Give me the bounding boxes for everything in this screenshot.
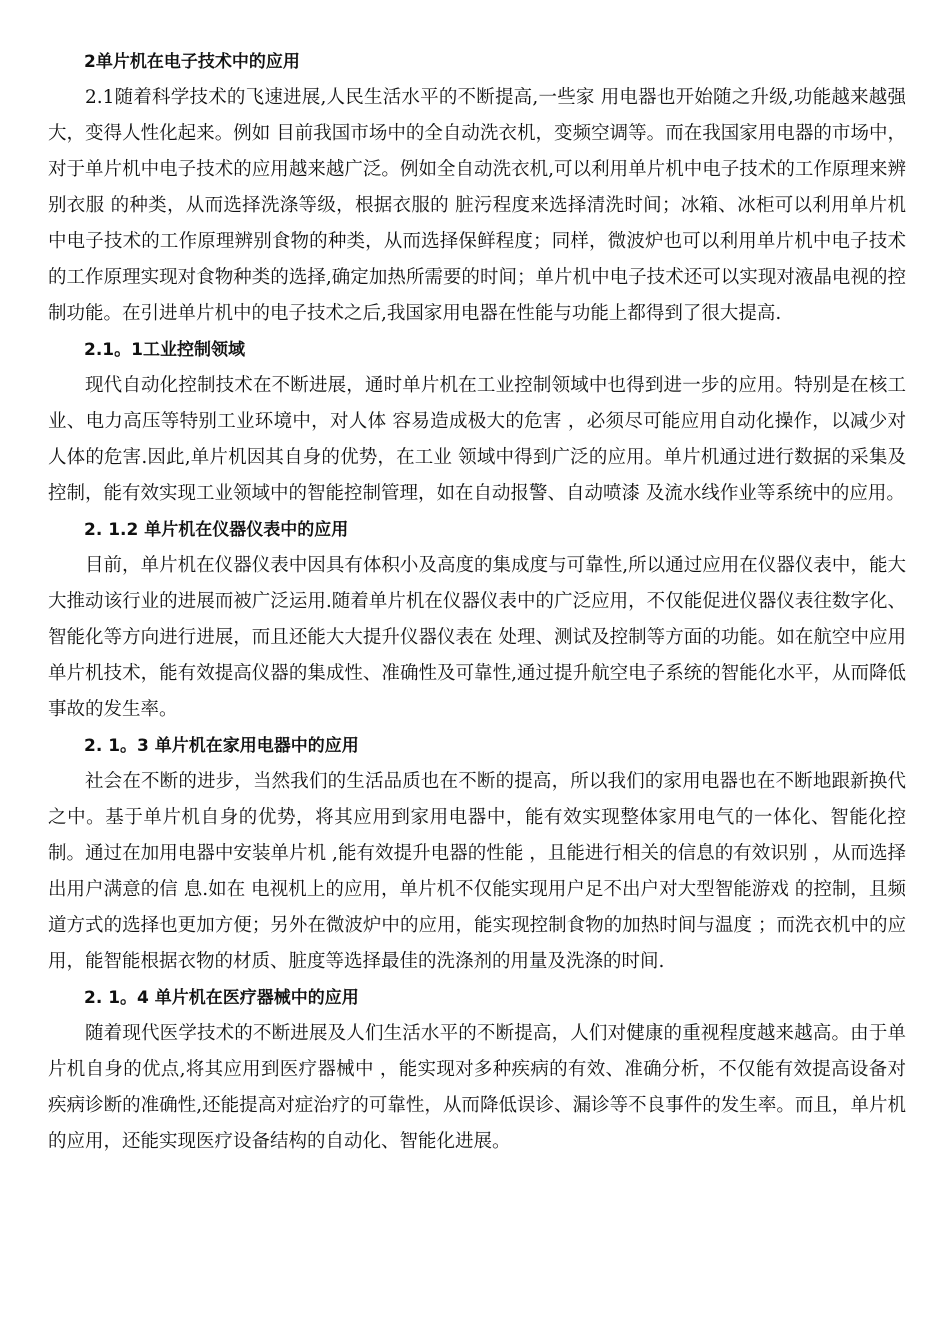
subsection-title-medical-devices: 2. 1。4 单片机在医疗器械中的应用 xyxy=(84,988,359,1008)
subsection-title-instruments: 2. 1.2 单片机在仪器仪表中的应用 xyxy=(84,520,349,540)
document-body xyxy=(48,44,906,1160)
subsection-title-industrial-control: 2.1。1工业控制领域 xyxy=(84,340,245,360)
subsection-title-home-appliances: 2. 1。3 单片机在家用电器中的应用 xyxy=(84,736,359,756)
subsection-body-instruments: 目前，单片机在仪器仪表中因具有体积小及高度的集成度与可靠性,所以通过应用在仪器仪表中，能大大推动该行业的进展而被广泛运用.随着单片机在仪器仪表中的广泛应用，不仅能促进仪器仪表往数字化、智能化等方向进行进展，而且还能大大提升仪器仪表在 处理、测试及控制等方面的功能。如在航空中应用单片机技术，能有效提高仪器的集成性、准确性及可靠性,通过提升航空电子系统的智能化水平，从而降低事故的发生率。 xyxy=(48,555,906,720)
intro-paragraph: 2.1随着科学技术的飞速进展,人民生活水平的不断提高,一些家 用电器也开始随之升级,功能越来越强大，变得人性化起来。例如 目前我国市场中的全自动洗衣机，变频空调等。而在我国家用电器的市场中，对于单片机中电子技术的应用越来越广泛。例如全自动洗衣机,可以利用单片机中电子技术的工作原理来辨别衣服 的种类，从而选择洗涤等级，根据衣服的 脏污程度来选择清洗时间；冰箱、冰柜可以利用单片机中电子技术的工作原理辨别食物的种类，从而选择保鲜程度；同样，微波炉也可以利用单片机中电子技术的工作原理实现对食物种类的选择,确定加热所需要的时间；单片机中电子技术还可以实现对液晶电视的控制功能。在引进单片机中的电子技术之后,我国家用电器在性能与功能上都得到了很大提高. xyxy=(48,87,906,324)
subsection-body-medical-devices: 随着现代医学技术的不断进展及人们生活水平的不断提高，人们对健康的重视程度越来越高。由于单片机自身的优点,将其应用到医疗器械中 ，能实现对多种疾病的有效、准确分析，不仅能有效提高设备对疾病诊断的准确性,还能提高对症治疗的可靠性，从而降低误诊、漏诊等不良事件的发生率。而且，单片机的应用，还能实现医疗设备结构的自动化、智能化进展。 xyxy=(48,1023,906,1152)
subsection-body-industrial-control: 现代自动化控制技术在不断进展，通时单片机在工业控制领域中也得到进一步的应用。特别是在核工业、电力高压等特别工业环境中，对人体 容易造成极大的危害 ，必须尽可能应用自动化操作，以减少对人体的危害.因此,单片机因其自身的优势，在工业 领域中得到广泛的应用。单片机通过进行数据的采集及控制，能有效实现工业领域中的智能控制管理，如在自动报警、自动喷漆 及流水线作业等系统中的应用。 xyxy=(48,375,906,504)
subsection-body-home-appliances: 社会在不断的进步，当然我们的生活品质也在不断的提高，所以我们的家用电器也在不断地跟新换代之中。基于单片机自身的优势，将其应用到家用电器中，能有效实现整体家用电气的一体化、智能化控制。通过在加用电器中安装单片机 ,能有效提升电器的性能 ，且能进行相关的信息的有效识别 ，从而选择出用户满意的信 息.如在 电视机上的应用，单片机不仅能实现用户足不出户对大型智能游戏 的控制，且频道方式的选择也更加方便；另外在微波炉中的应用，能实现控制食物的加热时间与温度 ；而洗衣机中的应用，能智能根据衣物的材质、脏度等选择最佳的洗涤剂的用量及洗涤的时间. xyxy=(48,771,906,972)
section-title: 2单片机在电子技术中的应用 xyxy=(84,52,300,72)
